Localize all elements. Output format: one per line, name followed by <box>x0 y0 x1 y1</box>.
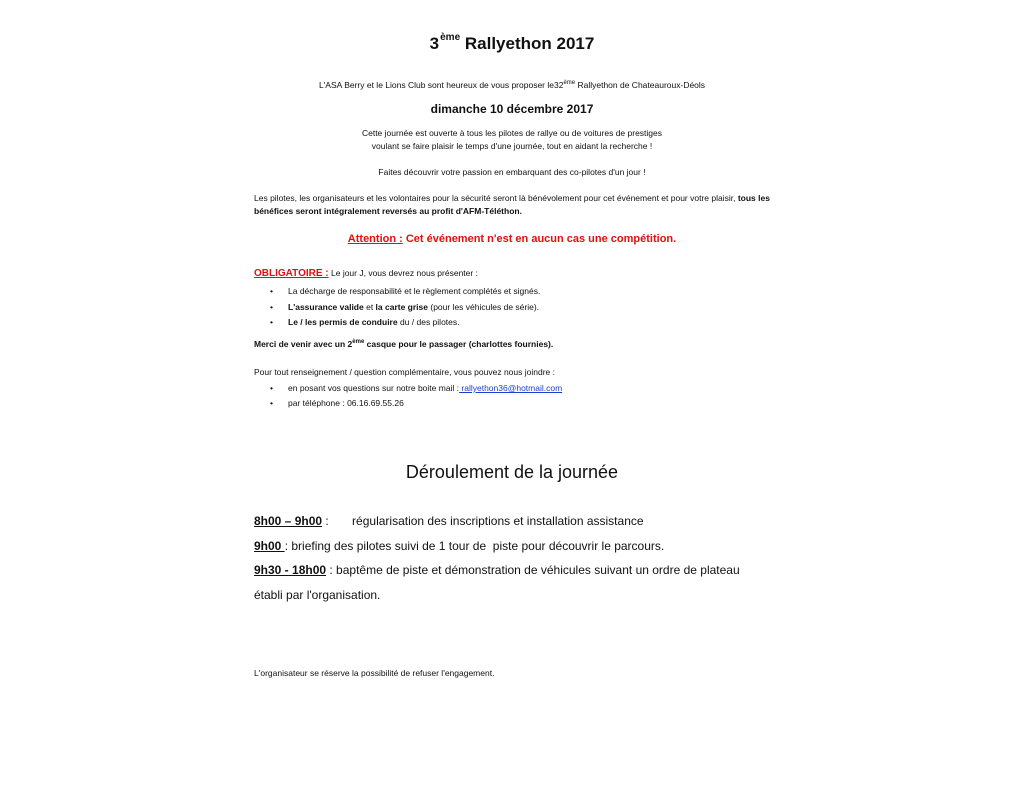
intro-superscript: ème <box>563 80 576 87</box>
obligatoire-label: OBLIGATOIRE : <box>254 268 329 279</box>
obligatoire-list <box>270 284 540 331</box>
volunteers-bold-text: tous les bénéfices seront intégralement reversés au profit d'AFM-Téléthon. <box>254 193 770 216</box>
list-item <box>270 396 562 411</box>
event-date: dimanche 10 décembre 2017 <box>430 102 594 116</box>
open-day-line-2: voulant se faire plaisir le temps d'une journée, tout en aidant la recherche ! <box>371 141 653 151</box>
volunteers-text: Les pilotes, les organisateurs et les volontaires pour la sécurité seront là bénévolement pour cet événement et pour votre plaisir, <box>254 193 738 203</box>
list-item-text-a: et <box>363 301 376 312</box>
title-text: Rallyethon 2017 <box>464 34 595 53</box>
phone-text: par téléphone : 06.16.69.55.26 <box>288 398 404 408</box>
open-day-line-1: Cette journée est ouverte à tous les pilotes de rallye ou de voitures de prestiges <box>361 128 663 138</box>
list-item <box>270 381 562 396</box>
list-item-bold-b: la carte grise <box>375 301 428 312</box>
schedule-row <box>254 539 774 553</box>
footer-note: L'organisateur se réserve la possibilité de refuser l'engagement. <box>254 668 495 678</box>
obligatoire-text: Le jour J, vous devrez nous présenter : <box>328 268 478 278</box>
list-item <box>270 300 540 316</box>
bullet-icon: • <box>270 301 273 312</box>
intro-text-b: Rallyethon de Chateauroux-Déols <box>575 80 706 90</box>
list-item <box>270 315 540 331</box>
schedule-text: : briefing des pilotes suivi de 1 tour de piste pour découvrir le parcours. <box>284 539 665 553</box>
schedule-time: 8h00 – 9h00 <box>254 514 323 528</box>
intro-line <box>0 80 1024 90</box>
email-link[interactable]: rallyethon36@hotmail.com <box>459 383 563 393</box>
schedule-time: 9h00 <box>254 539 285 553</box>
list-item <box>270 284 540 300</box>
attention-label: Attention : <box>347 233 403 245</box>
bullet-icon: • <box>270 286 273 296</box>
helmet-notice <box>254 339 553 349</box>
attention-notice <box>0 233 1024 245</box>
page-title <box>0 34 1024 54</box>
title-number: 3 <box>429 34 440 53</box>
helmet-text-b: casque pour le passager (charlottes fournies). <box>364 339 554 349</box>
contact-list <box>270 381 562 411</box>
list-item-text: La décharge de responsabilité et le règlement complétés et signés. <box>288 286 541 296</box>
list-item-bold-a: Le / les permis de conduire <box>288 317 398 327</box>
bullet-icon: • <box>270 398 273 408</box>
schedule-row <box>254 563 774 577</box>
attention-text: Cet événement n'est en aucun cas une compétition. <box>402 233 677 245</box>
volunteers-paragraph <box>254 192 774 218</box>
schedule-text: : régularisation des inscriptions et installation assistance <box>322 514 644 528</box>
schedule-row <box>254 514 774 528</box>
schedule-time: 9h30 - 18h00 <box>254 563 327 577</box>
schedule-text: : baptême de piste et démonstration de véhicules suivant un ordre de plateau <box>326 563 740 577</box>
list-item-text-b: (pour les véhicules de série). <box>428 301 540 312</box>
list-item-text-a: du / des pilotes. <box>397 317 460 327</box>
bullet-icon: • <box>270 317 273 327</box>
intro-text-a: L'ASA Berry et le Lions Club sont heureux de vous proposer le32 <box>318 80 564 90</box>
schedule-continuation: établi par l'organisation. <box>254 588 381 602</box>
helmet-superscript: ème <box>352 339 365 346</box>
mail-label: en posant vos questions sur notre boite mail : <box>288 383 460 393</box>
discover-line: Faites découvrir votre passion en embarquant des co-pilotes d'un jour ! <box>378 167 646 177</box>
schedule-title: Déroulement de la journée <box>405 462 619 482</box>
helmet-text-a: Merci de venir avec un 2 <box>254 339 353 349</box>
title-superscript: ème <box>440 32 461 43</box>
obligatoire-heading <box>254 268 478 279</box>
bullet-icon: • <box>270 383 273 393</box>
list-item-bold-a: L'assurance valide <box>288 301 364 312</box>
contact-intro: Pour tout renseignement / question complémentaire, vous pouvez nous joindre : <box>254 367 555 377</box>
